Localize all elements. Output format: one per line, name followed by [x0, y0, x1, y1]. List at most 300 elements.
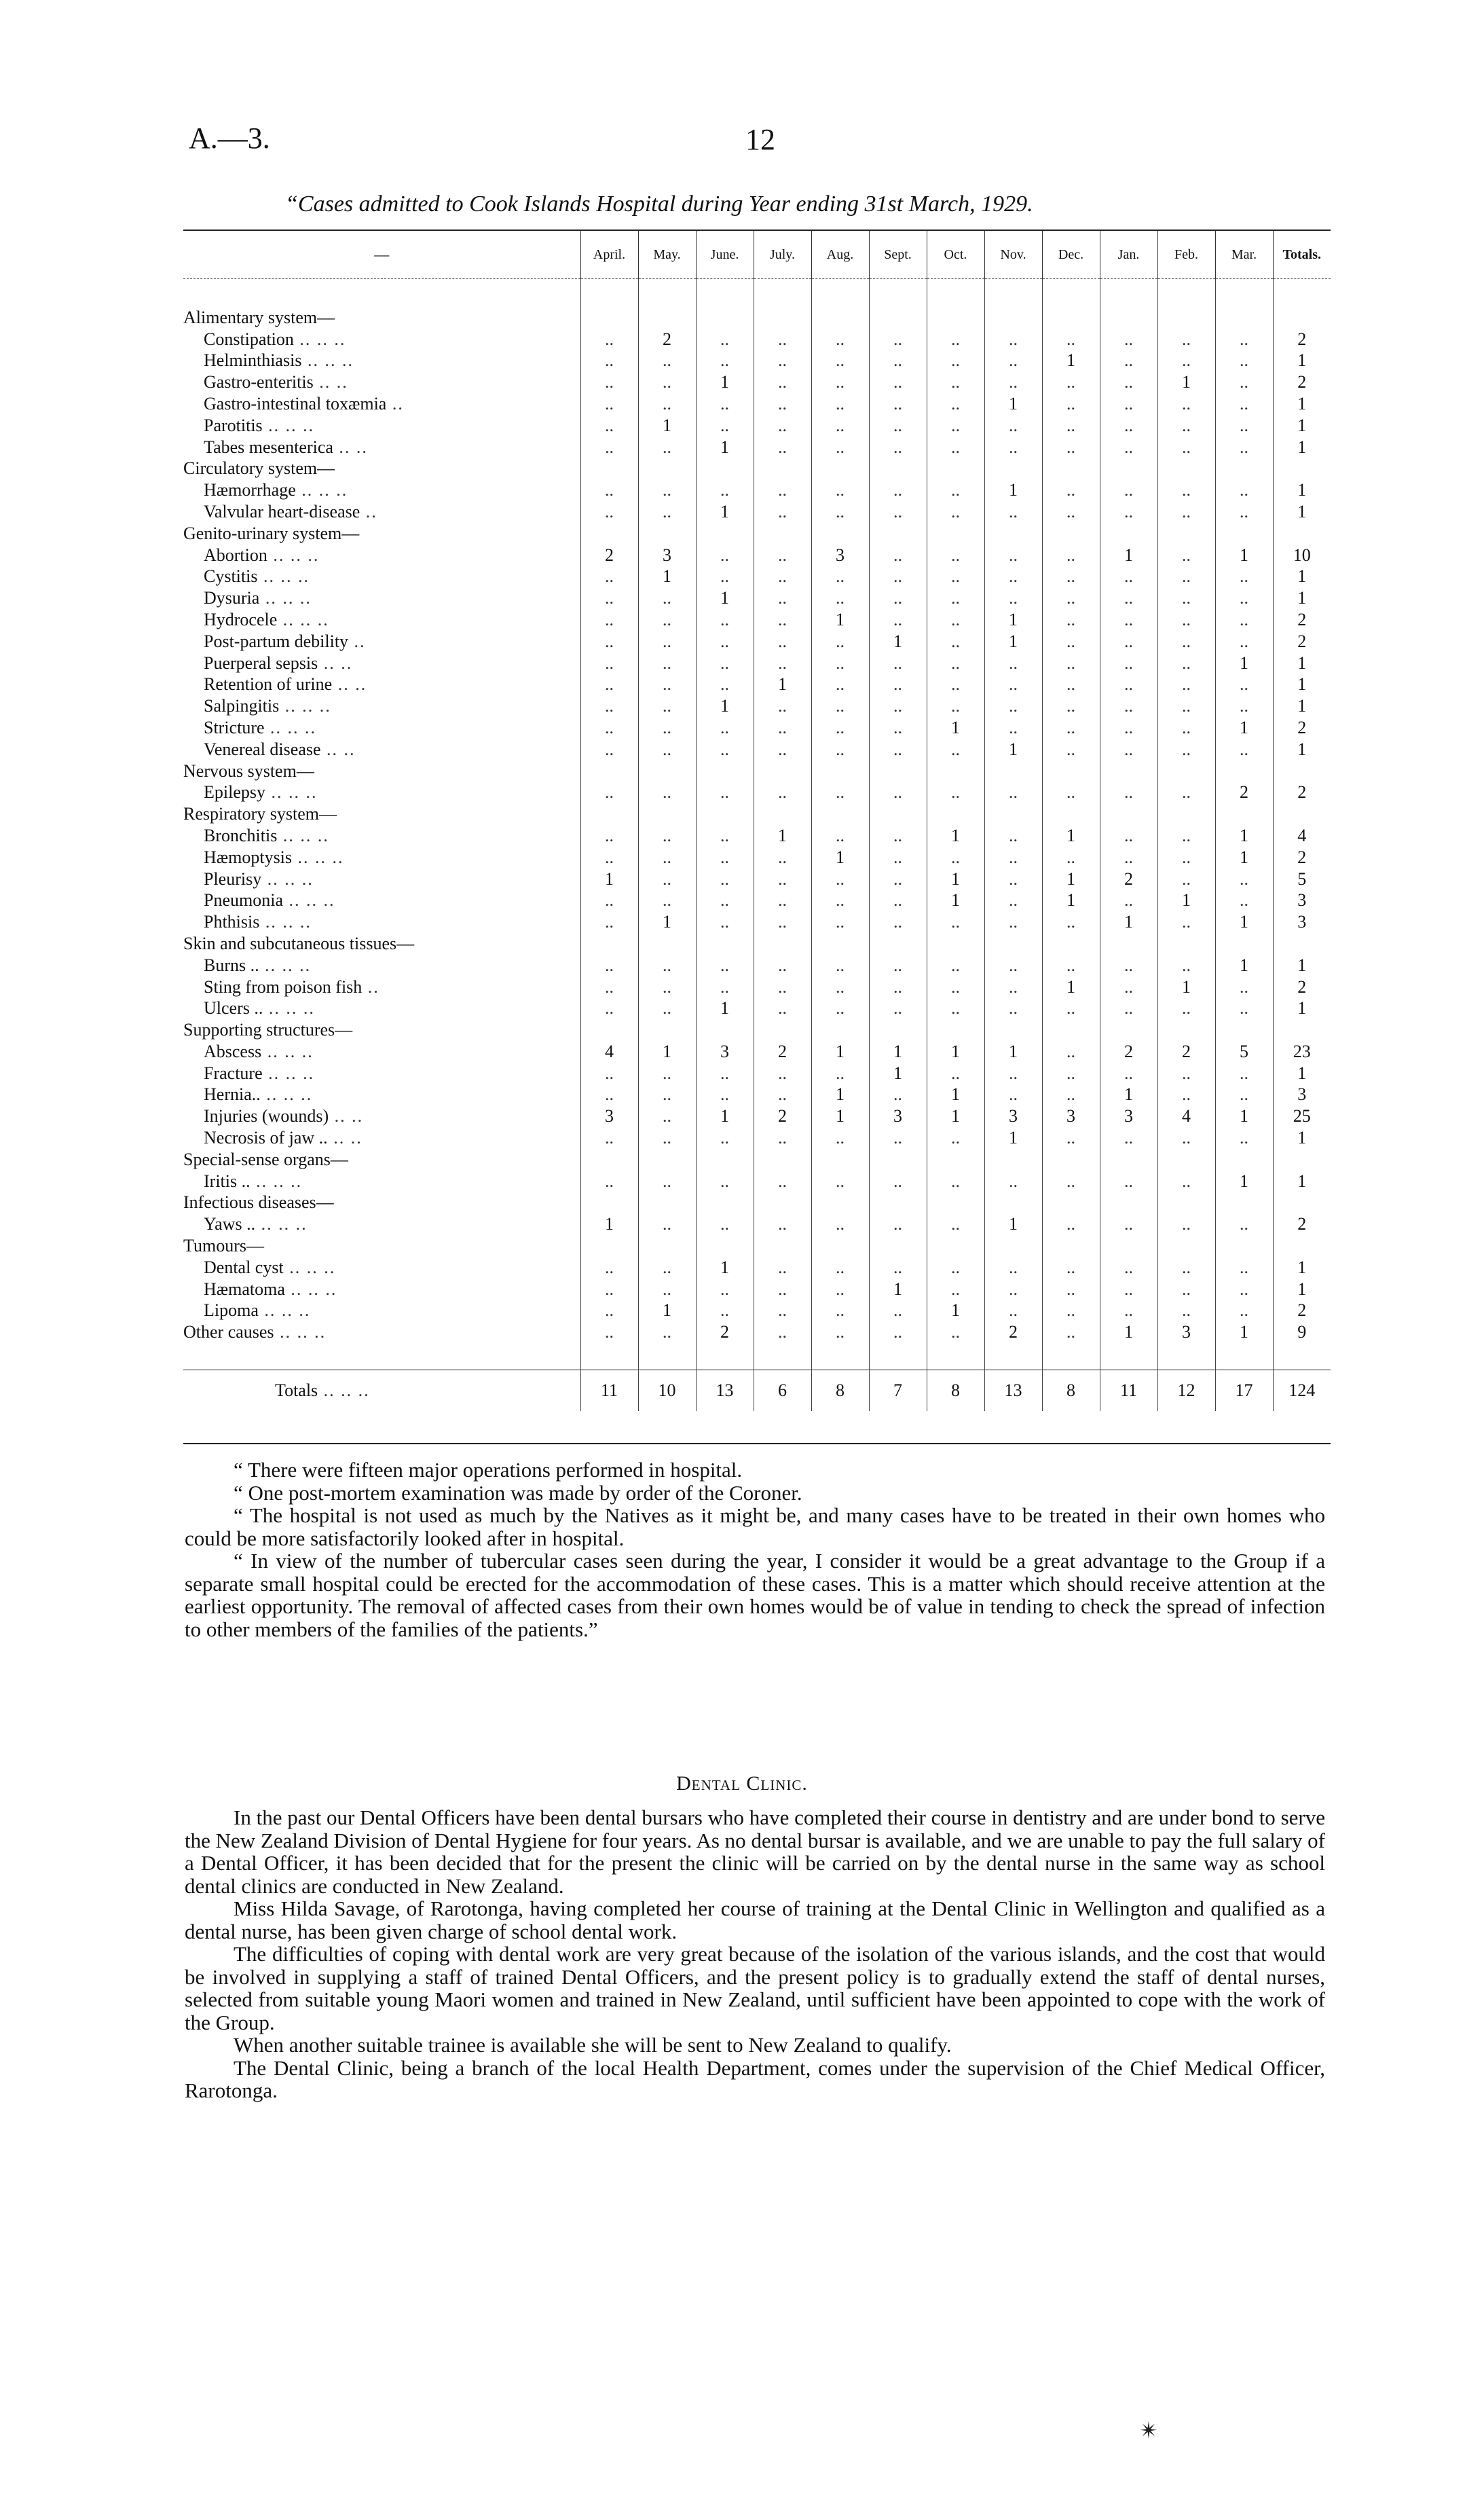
cell-jan: .. — [1100, 1170, 1157, 1192]
cell-dec: .. — [1042, 587, 1100, 608]
cell-aug: .. — [811, 782, 869, 803]
cell-july: .. — [754, 738, 811, 760]
dot-leader: .. .. — [332, 674, 367, 695]
cell-total: 1 — [1273, 1170, 1331, 1192]
cell-july: .. — [754, 1170, 811, 1192]
cell-sept: .. — [869, 479, 927, 500]
cell-april: .. — [580, 500, 638, 522]
row-label: Abscess — [204, 1041, 262, 1061]
cell-aug: .. — [811, 392, 869, 414]
cell-july: 2 — [754, 1040, 811, 1062]
group-label: Respiratory system— — [183, 804, 337, 824]
cell-aug: .. — [811, 1300, 869, 1321]
table-row — [183, 1105, 1331, 1126]
cell-july: .. — [754, 544, 811, 566]
cell-sept: .. — [869, 738, 927, 760]
cell-mar: .. — [1215, 630, 1273, 652]
cell-april: .. — [580, 954, 638, 976]
cell-may: .. — [638, 1213, 696, 1234]
cell-oct: 1 — [927, 1105, 984, 1126]
cell-mar: 2 — [1215, 782, 1273, 803]
cell-nov: .. — [984, 500, 1042, 522]
table-bottom-rule — [183, 1443, 1331, 1444]
cell-aug: 3 — [811, 544, 869, 566]
cell-oct: .. — [927, 1126, 984, 1148]
row-label: Gastro-enteritis — [204, 372, 314, 392]
cell-jan: .. — [1100, 954, 1157, 976]
cell-jan: 2 — [1100, 1040, 1157, 1062]
cell-may: .. — [638, 1062, 696, 1084]
cell-nov: .. — [984, 436, 1042, 458]
cell-june: .. — [696, 1300, 754, 1321]
dot-leader: .. .. .. — [267, 545, 320, 565]
table-row — [183, 1256, 1331, 1278]
cell-sept: .. — [869, 890, 927, 911]
cell-total: 1 — [1273, 1062, 1331, 1084]
cell-feb: .. — [1157, 716, 1215, 738]
dental-paragraph: The Dental Clinic, being a branch of the local Health Department, comes under the supervision of the Chief Medical Officer, Rarotonga. — [185, 2055, 1325, 2102]
cell-sept: .. — [869, 371, 927, 392]
cell-oct: .. — [927, 1321, 984, 1342]
row-label: Bronchitis — [204, 825, 278, 845]
row-label: Pneumonia — [204, 890, 283, 911]
cell-june: .. — [696, 1278, 754, 1300]
cell-oct: .. — [927, 652, 984, 674]
cell-mar: 1 — [1215, 1170, 1273, 1192]
dot-leader: .. .. .. — [284, 1279, 337, 1299]
cell-april: .. — [580, 1062, 638, 1084]
cell-april: .. — [580, 890, 638, 911]
cell-may: .. — [638, 824, 696, 846]
cell-jan: 2 — [1100, 868, 1157, 890]
cell-nov: .. — [984, 587, 1042, 608]
cell-jan: .. — [1100, 436, 1157, 458]
cell-dec: .. — [1042, 695, 1100, 716]
cell-nov: 1 — [984, 1126, 1042, 1148]
cell-dec: .. — [1042, 392, 1100, 414]
cell-sept: .. — [869, 652, 927, 674]
cell-nov: .. — [984, 824, 1042, 846]
row-label: Phthisis — [204, 912, 260, 932]
cell-aug: .. — [811, 1278, 869, 1300]
cell-feb: 1 — [1157, 976, 1215, 997]
cell-april: .. — [580, 846, 638, 868]
cell-april: .. — [580, 436, 638, 458]
cell-oct: 1 — [927, 868, 984, 890]
cell-nov: 1 — [984, 1040, 1042, 1062]
cell-july: .. — [754, 1062, 811, 1084]
cell-july: .. — [754, 652, 811, 674]
table-row — [183, 1126, 1331, 1148]
cell-may: .. — [638, 1126, 696, 1148]
dot-leader: .. .. .. — [283, 1257, 336, 1277]
cell-june: 3 — [696, 1040, 754, 1062]
row-label: Hæmorrhage — [204, 480, 296, 500]
table-row — [183, 587, 1331, 608]
cell-april: .. — [580, 1256, 638, 1278]
cell-total: 2 — [1273, 371, 1331, 392]
cell-jan: .. — [1100, 1278, 1157, 1300]
cell-total: 2 — [1273, 976, 1331, 997]
cell-nov: .. — [984, 674, 1042, 695]
cell-feb: .. — [1157, 1126, 1215, 1148]
dental-paragraph: The difficulties of coping with dental work are very great because of the isolation of the various islands, and the cost that would be involved in supplying a staff of trained Dental Officers, and the present policy is to gradually extend the staff of dental nurses, selected from suitable young Maori women and trained in New Zealand, until sufficient have been appointed to cope with the work of the Group. — [185, 1942, 1325, 2034]
cell-mar: .. — [1215, 997, 1273, 1019]
cell-oct: 1 — [927, 1040, 984, 1062]
cell-aug: 1 — [811, 1040, 869, 1062]
cell-july: .. — [754, 328, 811, 350]
cell-april: .. — [580, 1170, 638, 1192]
cell-nov: .. — [984, 1062, 1042, 1084]
cell-dec: .. — [1042, 1084, 1100, 1105]
dot-leader: .. .. .. — [260, 1084, 313, 1105]
cell-may: .. — [638, 1084, 696, 1105]
cell-dec: .. — [1042, 608, 1100, 630]
document-code: A.—3. — [189, 122, 270, 155]
cell-mar: .. — [1215, 738, 1273, 760]
dot-leader: .. .. .. — [292, 847, 344, 867]
table-row — [183, 608, 1331, 630]
cell-jan: .. — [1100, 997, 1157, 1019]
cell-mar: .. — [1215, 414, 1273, 436]
cell-total: 2 — [1273, 782, 1331, 803]
row-label: Lipoma — [204, 1300, 259, 1321]
dot-leader: .. .. .. — [277, 825, 329, 845]
cell-jan: 1 — [1100, 1321, 1157, 1342]
cell-july: .. — [754, 1126, 811, 1148]
dental-paragraph: In the past our Dental Officers have been dental bursars who have completed their course in dentistry and are under bond to serve the New Zealand Division of Dental Hygiene for four years. As no dental bursar is available, and we are unable to pay the full salary of a Dental Officer, it has been decided that for the present the clinic will be carried on by the dental nurse in the same way as school dental clinics are conducted in New Zealand. — [185, 1806, 1325, 1898]
cell-nov: .. — [984, 652, 1042, 674]
dot-leader: .. .. .. — [265, 782, 318, 803]
cell-june: .. — [696, 1170, 754, 1192]
cell-mar: 5 — [1215, 1040, 1273, 1062]
cell-mar: .. — [1215, 1213, 1273, 1234]
cell-may: .. — [638, 868, 696, 890]
dot-leader: .. .. .. — [262, 415, 315, 435]
cell-april: .. — [580, 695, 638, 716]
cell-dec: .. — [1042, 1256, 1100, 1278]
cell-dec: .. — [1042, 738, 1100, 760]
cell-nov: 1 — [984, 630, 1042, 652]
row-label: Hernia.. — [204, 1084, 261, 1105]
table-group-row — [183, 1148, 1331, 1170]
totals-spacer-row — [183, 1342, 1331, 1370]
cell-jan: .. — [1100, 587, 1157, 608]
cell-mar: .. — [1215, 500, 1273, 522]
cell-july: .. — [754, 608, 811, 630]
dot-leader: .. .. .. — [250, 1171, 303, 1191]
cell-aug: 1 — [811, 846, 869, 868]
cell-sept: .. — [869, 1300, 927, 1321]
cell-mar: .. — [1215, 1300, 1273, 1321]
cell-feb: .. — [1157, 1062, 1215, 1084]
cell-may: .. — [638, 716, 696, 738]
cases-table-container — [183, 230, 1331, 1411]
table-group-row — [183, 760, 1331, 782]
cell-july: .. — [754, 1300, 811, 1321]
cell-aug: .. — [811, 824, 869, 846]
cell-june: .. — [696, 350, 754, 371]
cell-june: .. — [696, 566, 754, 587]
cell-june: .. — [696, 911, 754, 932]
cell-sept: .. — [869, 1170, 927, 1192]
row-label: Other causes — [183, 1322, 274, 1342]
cell-may: .. — [638, 997, 696, 1019]
cell-july: .. — [754, 587, 811, 608]
cell-april: .. — [580, 350, 638, 371]
cell-nov: .. — [984, 954, 1042, 976]
cell-june: .. — [696, 976, 754, 997]
cell-mar: .. — [1215, 1256, 1273, 1278]
group-label: Alimentary system— — [183, 307, 335, 327]
cell-jan: .. — [1100, 350, 1157, 371]
cell-feb: .. — [1157, 1256, 1215, 1278]
row-label: Salpingitis — [204, 696, 280, 716]
cell-jan: .. — [1100, 392, 1157, 414]
cell-feb: .. — [1157, 392, 1215, 414]
cell-july: .. — [754, 500, 811, 522]
cell-total: 25 — [1273, 1105, 1331, 1126]
cell-dec: .. — [1042, 566, 1100, 587]
cell-nov: .. — [984, 976, 1042, 997]
cell-may: .. — [638, 738, 696, 760]
cell-dec: 1 — [1042, 824, 1100, 846]
row-label: Venereal disease — [204, 739, 321, 759]
cell-july: .. — [754, 630, 811, 652]
cell-mar: 1 — [1215, 954, 1273, 976]
cell-oct: .. — [927, 954, 984, 976]
cell-sept: .. — [869, 716, 927, 738]
group-label: Skin and subcutaneous tissues— — [183, 933, 415, 953]
cell-april: .. — [580, 738, 638, 760]
cell-mar: .. — [1215, 976, 1273, 997]
cell-mar: .. — [1215, 1084, 1273, 1105]
cell-oct: .. — [927, 566, 984, 587]
cell-dec: .. — [1042, 846, 1100, 868]
cell-sept: .. — [869, 1126, 927, 1148]
table-row — [183, 868, 1331, 890]
dot-leader: .. .. — [318, 653, 353, 673]
cell-april: .. — [580, 566, 638, 587]
cell-feb: .. — [1157, 587, 1215, 608]
cell-total: 1 — [1273, 652, 1331, 674]
cell-feb: .. — [1157, 954, 1215, 976]
table-row — [183, 630, 1331, 652]
cell-may: .. — [638, 695, 696, 716]
cell-oct: .. — [927, 436, 984, 458]
dot-leader: .. .. .. — [261, 1041, 314, 1061]
cell-oct: .. — [927, 846, 984, 868]
cell-sept: .. — [869, 1256, 927, 1278]
cell-jan: .. — [1100, 1256, 1157, 1278]
dot-leader: .. — [360, 501, 377, 521]
cell-mar: 1 — [1215, 1105, 1273, 1126]
cell-aug: .. — [811, 436, 869, 458]
dot-leader: .. — [362, 976, 379, 997]
cell-may: .. — [638, 1105, 696, 1126]
cell-total: 1 — [1273, 500, 1331, 522]
cell-total: 9 — [1273, 1321, 1331, 1342]
cell-nov: 1 — [984, 1213, 1042, 1234]
dot-leader: .. .. .. — [277, 609, 329, 629]
cell-total: 1 — [1273, 1278, 1331, 1300]
cell-nov: .. — [984, 997, 1042, 1019]
cell-oct: .. — [927, 1213, 984, 1234]
cell-aug: .. — [811, 954, 869, 976]
cell-july: .. — [754, 1084, 811, 1105]
cell-may: .. — [638, 890, 696, 911]
cell-aug: .. — [811, 868, 869, 890]
group-label: Supporting structures— — [183, 1020, 353, 1040]
cell-aug: .. — [811, 414, 869, 436]
cell-total: 10 — [1273, 544, 1331, 566]
total-jan: 11 — [1100, 1370, 1157, 1412]
cell-sept: .. — [869, 782, 927, 803]
cell-total: 2 — [1273, 608, 1331, 630]
cell-aug: .. — [811, 328, 869, 350]
cell-july: .. — [754, 392, 811, 414]
cell-feb: .. — [1157, 500, 1215, 522]
cell-jan: .. — [1100, 566, 1157, 587]
cell-may: .. — [638, 392, 696, 414]
cell-sept: .. — [869, 544, 927, 566]
total-dec: 8 — [1042, 1370, 1100, 1412]
cell-oct: .. — [927, 1256, 984, 1278]
cell-nov: .. — [984, 1300, 1042, 1321]
cell-sept: .. — [869, 997, 927, 1019]
cell-july: .. — [754, 695, 811, 716]
cell-oct: .. — [927, 587, 984, 608]
cell-june: .. — [696, 824, 754, 846]
cell-april: .. — [580, 328, 638, 350]
cell-april: .. — [580, 1300, 638, 1321]
row-label: Hæmoptysis — [204, 847, 293, 867]
cell-oct: 1 — [927, 1300, 984, 1321]
cell-july: .. — [754, 890, 811, 911]
cell-total: 2 — [1273, 716, 1331, 738]
cell-total: 1 — [1273, 566, 1331, 587]
table-row — [183, 392, 1331, 414]
table-header-row — [183, 230, 1331, 279]
cell-sept: .. — [869, 674, 927, 695]
table-row — [183, 674, 1331, 695]
cell-nov: .. — [984, 566, 1042, 587]
table-row — [183, 1062, 1331, 1084]
cell-mar: 1 — [1215, 824, 1273, 846]
row-label: Iritis .. — [204, 1171, 251, 1191]
row-label: Cystitis — [204, 566, 258, 587]
cell-oct: .. — [927, 328, 984, 350]
cell-jan: .. — [1100, 608, 1157, 630]
header-label-cell: — — [374, 246, 390, 263]
cell-total: 1 — [1273, 738, 1331, 760]
cell-july: .. — [754, 566, 811, 587]
cell-june: .. — [696, 1084, 754, 1105]
cell-june: 1 — [696, 436, 754, 458]
cell-dec: .. — [1042, 371, 1100, 392]
cell-april: .. — [580, 782, 638, 803]
cell-mar: 1 — [1215, 911, 1273, 932]
cell-mar: .. — [1215, 350, 1273, 371]
cell-june: 1 — [696, 587, 754, 608]
cell-june: 1 — [696, 1256, 754, 1278]
row-label: Ulcers .. — [204, 998, 263, 1019]
table-row — [183, 846, 1331, 868]
cell-may: .. — [638, 954, 696, 976]
cell-nov: .. — [984, 695, 1042, 716]
table-row — [183, 716, 1331, 738]
table-row — [183, 500, 1331, 522]
cell-aug: .. — [811, 1126, 869, 1148]
cell-feb: .. — [1157, 479, 1215, 500]
cell-mar: .. — [1215, 392, 1273, 414]
cell-nov: .. — [984, 544, 1042, 566]
cell-feb: .. — [1157, 630, 1215, 652]
row-label: Pleurisy — [204, 868, 262, 889]
cell-sept: .. — [869, 954, 927, 976]
cell-jan: .. — [1100, 479, 1157, 500]
cell-feb: 1 — [1157, 890, 1215, 911]
cell-feb: .. — [1157, 674, 1215, 695]
cell-july: .. — [754, 846, 811, 868]
dot-leader: .. .. — [329, 1106, 364, 1126]
cell-july: 1 — [754, 674, 811, 695]
table-row — [183, 1170, 1331, 1192]
cell-feb: .. — [1157, 608, 1215, 630]
cell-total: 1 — [1273, 392, 1331, 414]
cell-total: 1 — [1273, 674, 1331, 695]
table-group-row — [183, 522, 1331, 544]
cell-mar: .. — [1215, 479, 1273, 500]
cell-aug: .. — [811, 350, 869, 371]
row-label: Dental cyst — [204, 1257, 284, 1277]
cell-april: 2 — [580, 544, 638, 566]
cell-aug: .. — [811, 716, 869, 738]
cell-oct: 1 — [927, 890, 984, 911]
cell-total: 1 — [1273, 695, 1331, 716]
cell-april: .. — [580, 392, 638, 414]
cell-aug: .. — [811, 500, 869, 522]
cell-sept: .. — [869, 868, 927, 890]
cell-may: .. — [638, 436, 696, 458]
cell-nov: .. — [984, 868, 1042, 890]
cell-nov: .. — [984, 890, 1042, 911]
cell-may: .. — [638, 782, 696, 803]
cell-sept: .. — [869, 1321, 927, 1342]
cell-oct: 1 — [927, 716, 984, 738]
cell-nov: .. — [984, 782, 1042, 803]
cell-nov: 3 — [984, 1105, 1042, 1126]
dot-leader: .. .. .. — [259, 912, 312, 932]
cell-mar: 1 — [1215, 652, 1273, 674]
row-label: Hydrocele — [204, 609, 278, 629]
group-label: Nervous system— — [183, 760, 314, 781]
table-group-row — [183, 1019, 1331, 1040]
cell-jan: .. — [1100, 500, 1157, 522]
cell-oct: .. — [927, 392, 984, 414]
cell-aug: .. — [811, 371, 869, 392]
dental-paragraph: Miss Hilda Savage, of Rarotonga, having completed her course of training at the Dental Clinic in Wellington and qualified as a dental nurse, has been given charge of school dental work. — [185, 1896, 1325, 1943]
cell-may: .. — [638, 976, 696, 997]
cell-june: 1 — [696, 500, 754, 522]
dot-leader: .. — [386, 393, 404, 414]
cell-may: .. — [638, 371, 696, 392]
cell-april: .. — [580, 824, 638, 846]
cell-feb: 1 — [1157, 371, 1215, 392]
cell-mar: 1 — [1215, 716, 1273, 738]
cell-july: .. — [754, 1321, 811, 1342]
dot-leader: .. .. .. — [258, 1300, 311, 1321]
